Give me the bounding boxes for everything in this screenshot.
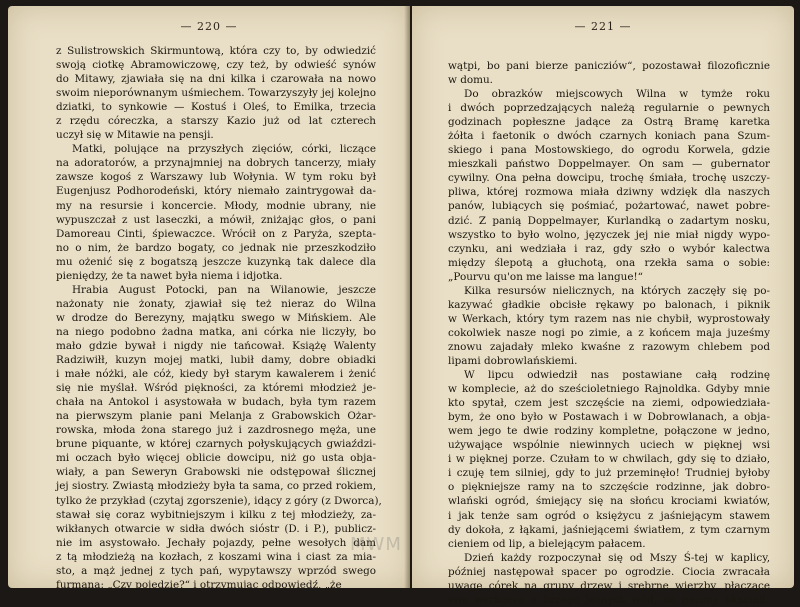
text-line: my na resursie i koncercie. Młody, modnie ubrany, nie (56, 199, 376, 212)
text-line: żółta i faetonik o dwóch czarnych koniach pana Szum- (448, 130, 770, 143)
text-line: znowu zajadały mleko kwaśne z razowym chlebem pod (448, 340, 770, 353)
text-line: i dwóch poprzedzających należą regularnie o pewnych (448, 102, 770, 115)
text-line: kazywać gładkie obcisłe rękawy po balonach, i piknik (448, 298, 770, 311)
text-line: cieniem od lip, a bielejącym pałacem. (448, 537, 646, 550)
text-line: brune piquante, w której czarnych połyskujących gwiaździ- (56, 438, 376, 451)
text-line: Matki, polujące na przyszłych zięciów, córki, liczące (72, 143, 376, 156)
text-line: wątpi, bo pani bierze panicziów“, pozostawał filozoficznie (448, 60, 770, 72)
text-line: stawał się coraz wybitniejszym i kilku z tej młodzieży, za- (56, 508, 376, 521)
text-line: panów, lubiących się pośmiać, pożartować, nawet pobre- (448, 200, 770, 213)
text-line: kto spytał, czem jest szczęście na ziemi, odpowiedziała- (448, 397, 770, 410)
text-line: na pierwszym planie pani Melanja z Grabowskich Ożar- (56, 410, 376, 423)
text-line: dzić. Z panią Doppelmayer, Kurlandką o zadartym nosku, (448, 214, 770, 227)
text-line: bym, że ono było w Postawach i w Dobrowlanach, a obja- (448, 411, 770, 424)
text-line: dy dokoła, z łąkami, jaśniejącemi światłem, z tym czarnym (448, 523, 770, 536)
text-line: i w pięknej porze. Czułam to w chwilach, gdy się to działo, (448, 453, 770, 466)
text-line: godzinach popłeszne jadące za Ostrą Bramę karetka (448, 116, 770, 129)
text-line: cywilny. Ona pełna dowcipu, trochę śmiała, trochę uszczy- (448, 172, 770, 185)
text-line: „Pourvu qu'on me laisse ma langue!“ (448, 270, 643, 283)
text-line: Radziwiłł, kuzyn mojej matki, lubił damy, dobre obiadki (56, 354, 376, 367)
text-line: skiego i pana Mostowskiego, do ogrodu Korwela, gdzie (448, 144, 770, 157)
text-line: na niego podobno żadna matka, ani córka nie liczyły, bo (56, 325, 376, 338)
right-page (412, 6, 794, 606)
right-page-text (448, 59, 770, 607)
text-line: chała na Antokol i asystowała w budach, była tym razem (56, 396, 376, 409)
text-line: w Werkach, który tym razem nas nie chybił, wyprostowały (448, 312, 770, 325)
text-line: swoją ciotkę Abramowiczowę, czy też, by odwieść synów (56, 59, 376, 72)
text-line: wem jego te dwie rodziny kompletne, połączone w jedno, (448, 425, 770, 438)
text-line: jej siostry. Zwiastą młodzieży była ta sama, co przed rokiem, (56, 480, 376, 493)
text-line: wlański ogród, śmiejący się na słońcu krociami kwiatów, (448, 495, 770, 508)
text-line: o piękniejsze ramy na to szczęście rodzinne, jak dobro- (448, 481, 770, 494)
text-line: uczył się w Mitawie na pensji. (56, 129, 214, 142)
text-line: W lipcu odwiedził nas postawiane całą rodzinę (464, 369, 770, 382)
text-line: wypuszczał z ust laseczki, a mówił, zniżając głos, o pani (56, 213, 376, 226)
text-line: zawsze kogoś z Warszawy lub Wołynia. W tym roku był (56, 171, 376, 184)
text-line: rowska, młoda żona starego już i zazdrosnego męża, une (56, 424, 376, 437)
text-line: na adoratorów, a przynajmniej na dobrych tancerzy, miały (56, 157, 376, 170)
left-page-text (56, 44, 382, 592)
text-line: Hrabia August Potocki, pan na Wilanowie, jeszcze (72, 283, 376, 296)
text-line: mało gdzie bywał i nigdy nie tańcował. Książę Walenty (56, 339, 376, 352)
text-line: dziatki, to synkowie — Kostuś i Oleś, to Emilka, trzecia (56, 101, 376, 114)
text-line: do Mitawy, zjawiała się na dni kilka i czarowała na nowo (56, 73, 376, 86)
text-line: cokolwiek nasze nogi po zimie, a z końcem maja juześmy (448, 326, 770, 339)
text-line: wikłanych otwarcie w sidła dwóch sióstr (D. i P.), publicz- (56, 522, 376, 535)
text-line: używające wspólnie niewinnych uciech w pięknej wsi (448, 439, 770, 452)
text-line: mieszkali państwo Doppelmayer. On sam — gubernator (448, 158, 770, 171)
text-line: mi oczach było więcej oblicie dowcipu, niż go usta obja- (56, 452, 376, 465)
right-page-number: — 221 — (574, 20, 632, 33)
text-line: wszystko to było wolno, języczek jej nie miał nigdy wypo- (448, 228, 770, 241)
text-line: tylko że przykład (czytaj zgorszenie), idący z góry (z Dworca), (56, 494, 382, 507)
text-line: Kilka resursów nielicznych, na których zaczęły się po- (464, 284, 770, 297)
text-line: wiały, a pan Seweryn Grabowski nie odstępował ślicznej (56, 466, 376, 479)
text-line: Do obrazków miejscowych Wilna w tymże roku (464, 88, 770, 101)
left-page-number: — 220 — (180, 20, 238, 33)
watermark-stamp: MWM (350, 534, 402, 555)
text-line: Damoreau Cinti, śpiewaczce. Wrócił on z Paryża, szepta- (56, 227, 376, 240)
text-line: w domu. (448, 74, 493, 87)
text-line: i czuję tem silniej, gdy to już przeminęło! Trudniej byłoby (448, 467, 770, 480)
text-line: swoim nieporównanym uśmiechem. Towarzyszyły jej kolejno (56, 87, 376, 100)
text-line: pliwa, której rozmowa miała dziwny wdzięk dla naszych (448, 186, 770, 199)
left-page (8, 6, 410, 591)
text-line: z rzędu córeczka, a starszy Kazio już od lat czterech (56, 115, 376, 128)
text-line: swe warkocze u brzegu jasnych wód, na gazony aksamit- (448, 593, 770, 606)
text-line: z tą młodzieżą na kozłach, z koszami wina i ciast za mia- (56, 550, 376, 563)
text-line: nie im asystowało. Jechały pojazdy, pełne wesołych dam (56, 536, 376, 549)
text-line: w drodze do Berezyny, majątku swego w Mińskiem. Ale (56, 311, 376, 324)
text-line: później następował spacer po ogrodzie. Ciocia zwracała (448, 565, 770, 578)
text-line: i małe nóżki, ale cóż, kiedy był starym kawalerem i żenić (56, 368, 376, 381)
text-line: się nie myślał. Wśród piękności, za któremi młodzież je- (56, 382, 376, 395)
text-line: czynku, ani wedziała i raz, gdy szło o wybór kalectwa (448, 242, 770, 255)
text-line: między ślepotą a głuchotą, ona rzekła sama o sobie: (448, 256, 770, 269)
text-line: sto, a mąż jednej z tych pań, wypytawszy wprzód swego (56, 564, 376, 577)
text-line: pieniędzy, że ta nawet była niema i idjotka. (56, 269, 283, 282)
text-line: mu ożenić się z bogatszą jeszcze kuzynką tak dalece dla (56, 255, 376, 268)
text-line: lipami dobrowlańskiemi. (448, 354, 578, 367)
text-line: nażonaty nie żonaty, zjawiał się też nieraz do Wilna (56, 297, 376, 310)
text-line: no o nim, że bardzo bogaty, co jednak nie przeszkodziło (56, 241, 376, 254)
text-line: w komplecie, aż do sześcioletniego Rajnoldka. Gdyby mnie (448, 383, 770, 396)
text-line: Dzień każdy rozpoczynał się od Mszy Ś-tej w kaplicy, (464, 551, 770, 564)
text-line: Eugenjusz Podhorodeński, który niemało zaintrygował da- (56, 185, 376, 198)
text-line: z Sulistrowskich Skirmuntową, która czy to, by odwiedzić (56, 45, 376, 57)
text-line: uwagę córek na grupy drzew i srebrne wierzby, płaczące (448, 579, 770, 592)
text-line: i jak tenże sam ogród o księżycu z jaśniejącym stawem (448, 509, 770, 522)
text-line: furmana: „Czy pojedzie?“ i otrzymując odpowiedź, „że (56, 578, 342, 591)
